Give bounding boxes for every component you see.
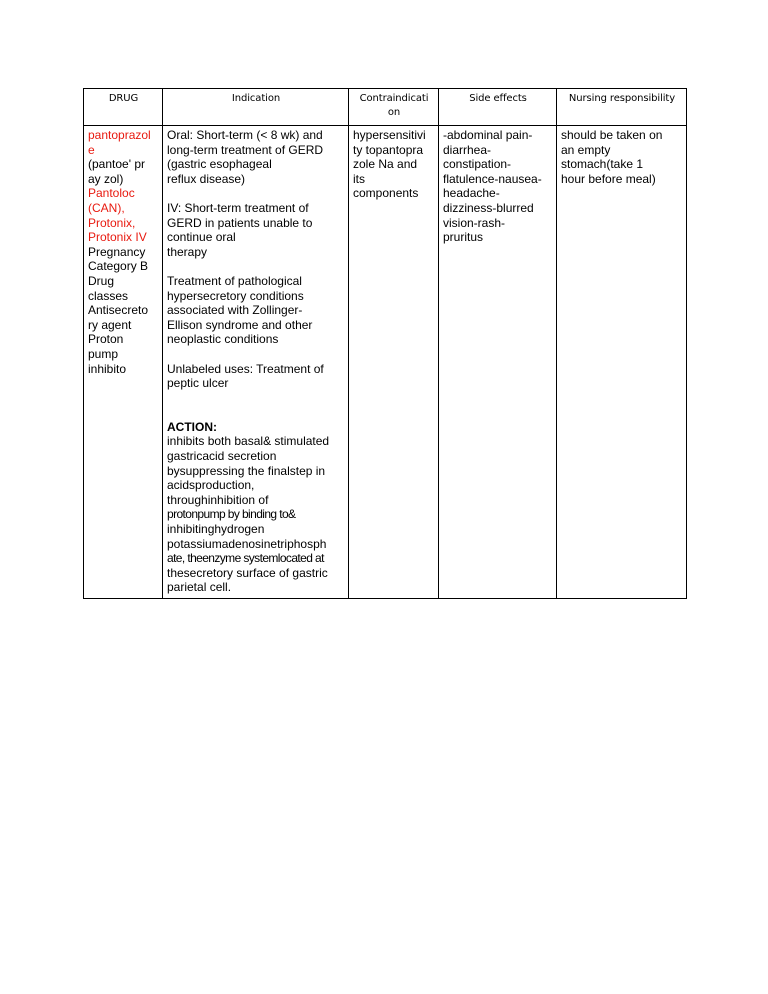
- indication-pathological: [167, 274, 345, 347]
- header-side-effects: Side effects: [439, 89, 557, 126]
- pronunciation-line: (pantoe' pr: [88, 157, 145, 172]
- drug-cell: [84, 126, 163, 599]
- header-nursing-responsibility: Nursing responsibility: [557, 89, 687, 126]
- info-line: Proton: [88, 332, 124, 347]
- spacer: [167, 259, 345, 274]
- indication-line: long-term treatment of GERD: [167, 142, 324, 157]
- info-line: inhibito: [88, 361, 127, 376]
- spacer: [167, 347, 345, 362]
- indication-unlabeled: [167, 362, 345, 391]
- pronunciation-line: ay zol): [88, 171, 124, 186]
- info-line: Pregnancy: [88, 244, 146, 259]
- brand-line: Protonix,: [88, 215, 136, 230]
- indication-line: continue oral: [167, 230, 236, 245]
- side-effect-line: pruritus: [443, 230, 484, 245]
- brand-line: Protonix IV: [88, 230, 147, 245]
- header-row: [84, 89, 687, 126]
- action-line: inhibits both basal& stimulated: [167, 434, 330, 449]
- action-line: bysuppressing the finalstep in: [167, 463, 326, 478]
- indication-line: Ellison syndrome and other: [167, 317, 313, 332]
- info-line: classes: [88, 288, 129, 303]
- brand-line: Pantoloc: [88, 186, 135, 201]
- action-line: ate, theenzyme systemlocated at: [167, 551, 324, 566]
- drug-name-line: e: [88, 142, 95, 157]
- action-line: gastricacid secretion: [167, 449, 277, 464]
- drug-brand-names: [88, 186, 159, 244]
- spacer: [167, 405, 345, 420]
- action-line: throughinhibition of: [167, 492, 269, 507]
- contraindication-line: zole Na and: [353, 157, 418, 172]
- indication-line: associated with Zollinger-: [167, 303, 303, 318]
- drug-info: [88, 245, 159, 376]
- nursing-line: should be taken on: [561, 128, 663, 142]
- info-line: Drug: [88, 273, 115, 288]
- indication-line: Unlabeled uses: Treatment of: [167, 361, 324, 376]
- indication-line: therapy: [167, 244, 208, 259]
- table-row: [84, 126, 687, 599]
- indication-line: reflux disease): [167, 171, 246, 186]
- info-line: Category B: [88, 259, 149, 274]
- action-line: thesecretory surface of gastric: [167, 565, 328, 580]
- drug-table: [83, 88, 687, 599]
- side-effects-cell: [439, 126, 557, 599]
- side-effect-line: headache-: [443, 186, 500, 201]
- indication-oral: [167, 128, 345, 186]
- header-contra-line: on: [387, 107, 401, 118]
- header-indication: Indication: [163, 89, 349, 126]
- indication-line: neoplastic conditions: [167, 332, 279, 347]
- drug-name: [88, 128, 159, 157]
- info-line: pump: [88, 346, 119, 361]
- side-effect-line: -abdominal pain-: [443, 128, 533, 142]
- spacer: [167, 186, 345, 201]
- side-effect-line: flatulence-nausea-: [443, 171, 542, 186]
- action-line: protonpump by binding to&: [167, 507, 296, 522]
- side-effect-line: dizziness-blurred: [443, 200, 534, 215]
- action-line: acidsproduction,: [167, 478, 255, 493]
- drug-name-line: pantoprazol: [88, 128, 151, 142]
- indication-line: GERD in patients unable to: [167, 215, 313, 230]
- spacer: [167, 391, 345, 406]
- header-contraindication: [349, 89, 439, 126]
- info-line: ry agent: [88, 317, 132, 332]
- side-effect-line: constipation-: [443, 157, 512, 172]
- header-contra-line: Contraindicati: [359, 93, 429, 104]
- contraindication-line: its: [353, 171, 365, 186]
- info-line: Antisecreto: [88, 303, 149, 318]
- side-effect-line: diarrhea-: [443, 142, 492, 157]
- action-title: ACTION:: [167, 419, 217, 434]
- action-line: inhibitinghydrogen: [167, 522, 265, 537]
- contraindication-cell: [349, 126, 439, 599]
- nursing-responsibility-cell: [557, 126, 687, 599]
- contraindication-line: hypersensitivi: [353, 128, 426, 142]
- nursing-line: hour before meal): [561, 171, 656, 186]
- indication-line: (gastric esophageal: [167, 157, 272, 172]
- side-effect-line: vision-rash-: [443, 215, 506, 230]
- indication-line: hypersecretory conditions: [167, 288, 304, 303]
- indication-line: IV: Short-term treatment of: [167, 200, 309, 215]
- action-line: potassiumadenosinetriphosph: [167, 536, 327, 551]
- action-section: [167, 420, 345, 595]
- header-drug: DRUG: [84, 89, 163, 126]
- indication-iv: [167, 201, 345, 259]
- nursing-line: an empty: [561, 142, 611, 157]
- indication-line: Treatment of pathological: [167, 273, 302, 288]
- contraindication-line: components: [353, 186, 419, 201]
- drug-pronunciation: [88, 157, 159, 186]
- action-line: parietal cell.: [167, 580, 232, 595]
- indication-line: peptic ulcer: [167, 376, 229, 391]
- nursing-line: stomach(take 1: [561, 157, 644, 172]
- indication-cell: [163, 126, 349, 599]
- brand-line: (CAN),: [88, 200, 125, 215]
- contraindication-line: ty topantopra: [353, 142, 424, 157]
- indication-line: Oral: Short-term (< 8 wk) and: [167, 128, 323, 142]
